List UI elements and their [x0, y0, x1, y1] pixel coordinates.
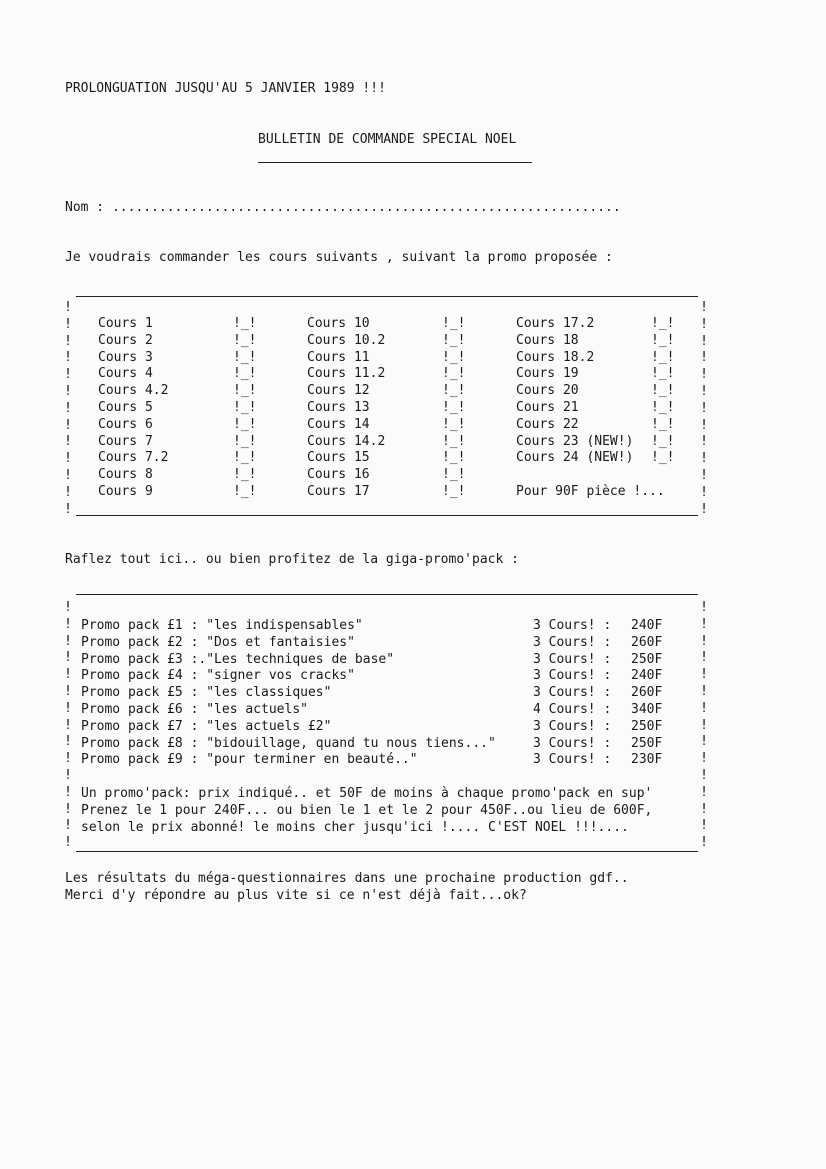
promo-pack-label: Promo pack £9 : "pour terminer en beauté..": [81, 752, 418, 768]
course-label: Cours 16: [307, 467, 370, 483]
promo-pack-count: 3 Cours! :: [533, 618, 612, 633]
course-price-note: Pour 90F pièce !...: [516, 484, 665, 499]
promo-pack-price: 240F: [631, 618, 663, 633]
course-label: Cours 1: [98, 316, 153, 331]
course-row: [516, 383, 691, 400]
promo-intro: Raflez tout ici.. ou bien profitez de la giga-promo'pack :: [65, 552, 519, 567]
promo-table-bottom-border: [76, 851, 698, 852]
promo-pack-label: Promo pack £6 : "les actuels": [81, 701, 308, 717]
promo-pack-label: Promo pack £1 : "les indispensables": [81, 618, 363, 633]
course-checkbox[interactable]: !_!: [651, 349, 675, 365]
course-label: Cours 2: [98, 332, 153, 348]
frame-bar: !: [64, 801, 72, 817]
promo-pack-row: [81, 736, 697, 753]
promo-pack-row: [81, 719, 697, 736]
course-column-3: [516, 316, 691, 467]
course-label: Cours 4.2: [98, 383, 169, 399]
promo-pack-row: [81, 635, 697, 652]
course-checkbox[interactable]: !_!: [233, 483, 257, 499]
frame-bar: !: [700, 768, 708, 783]
course-label: Cours 10.2: [307, 332, 386, 348]
course-checkbox[interactable]: !_!: [233, 316, 257, 331]
promo-pack-count: 3 Cours! :: [533, 752, 612, 768]
frame-bar: !: [64, 751, 72, 767]
course-label: Cours 24 (NEW!): [516, 450, 634, 466]
frame-bar: !: [64, 333, 72, 349]
frame-bar: !: [64, 717, 72, 733]
frame-bar: !: [700, 734, 708, 750]
course-checkbox[interactable]: !_!: [651, 399, 675, 415]
promo-pack-price: 340F: [631, 701, 663, 717]
frame-bar: !: [64, 700, 72, 716]
promo-pack-price: 230F: [631, 752, 663, 768]
promo-pack-label: Promo pack £5 : "les classiques": [81, 685, 332, 701]
course-row: [307, 450, 482, 467]
course-label: Cours 11.2: [307, 366, 386, 382]
course-row: [307, 434, 482, 451]
course-checkbox[interactable]: !_!: [442, 349, 466, 365]
course-row: [98, 350, 273, 367]
course-label: Cours 4: [98, 366, 153, 382]
course-row: [307, 400, 482, 417]
frame-bar: !: [64, 417, 72, 433]
course-label: Cours 17.2: [516, 316, 595, 331]
frame-bar: !: [700, 316, 708, 332]
course-checkbox[interactable]: !_!: [233, 349, 257, 365]
course-checkbox[interactable]: !_!: [442, 433, 466, 449]
course-checkbox[interactable]: !_!: [651, 433, 675, 449]
course-checkbox[interactable]: !_!: [651, 366, 675, 382]
frame-bar: !: [64, 616, 72, 632]
promo-pack-price: 260F: [631, 634, 663, 650]
frame-bar: !: [700, 616, 708, 632]
course-label: Cours 9: [98, 483, 153, 499]
course-row: [516, 366, 691, 383]
frame-bar: !: [700, 484, 708, 500]
course-row: [307, 417, 482, 434]
course-row: [98, 400, 273, 417]
course-row: [98, 434, 273, 451]
frame-bar: !: [64, 400, 72, 416]
course-label: Cours 15: [307, 450, 370, 466]
promo-pack-price: 250F: [631, 735, 663, 751]
course-checkbox[interactable]: !_!: [442, 399, 466, 415]
frame-bar: !: [64, 367, 72, 383]
frame-bar: !: [700, 451, 708, 467]
frame-bar: !: [700, 417, 708, 433]
promo-note-line: Prenez le 1 pour 240F... ou bien le 1 et le 2 pour 450F..ou lieu de 600F,: [81, 802, 653, 818]
course-row: [307, 316, 482, 333]
course-checkbox[interactable]: !_!: [442, 316, 466, 331]
course-checkbox[interactable]: !_!: [651, 450, 675, 466]
promo-pack-row: [81, 652, 697, 669]
promo-pack-count: 3 Cours! :: [533, 718, 612, 734]
course-checkbox[interactable]: !_!: [442, 383, 466, 399]
frame-bar: !: [64, 684, 72, 699]
course-label: Cours 3: [98, 349, 153, 365]
course-table-bottom-border: [76, 515, 698, 516]
course-label: Cours 17: [307, 483, 370, 499]
course-checkbox[interactable]: !_!: [651, 316, 675, 331]
course-row: [516, 434, 691, 451]
promo-pack-count: 3 Cours! :: [533, 668, 612, 684]
frame-bar: !: [700, 367, 708, 383]
course-row: [307, 366, 482, 383]
frame-bar: !: [700, 667, 708, 683]
promo-pack-label: Promo pack £3 :."Les techniques de base": [81, 651, 395, 667]
promo-pack-count: 3 Cours! :: [533, 685, 612, 701]
frame-bar: !: [700, 700, 708, 716]
course-checkbox[interactable]: !_!: [233, 433, 257, 449]
frame-bar: !: [700, 717, 708, 733]
page-title: BULLETIN DE COMMANDE SPECIAL NOEL: [258, 132, 517, 147]
promo-table-top-border: [76, 594, 698, 595]
course-row: [98, 383, 273, 400]
course-checkbox[interactable]: !_!: [233, 383, 257, 399]
course-row: [307, 484, 482, 501]
course-row: [307, 333, 482, 350]
frame-bar: !: [64, 501, 72, 517]
frame-bar: !: [64, 434, 72, 450]
promo-pack-row: [81, 618, 697, 635]
course-label: Cours 18.2: [516, 349, 595, 365]
course-column-1: [98, 316, 273, 501]
course-row: [98, 417, 273, 434]
course-checkbox[interactable]: !_!: [442, 450, 466, 466]
frame-bar: !: [700, 333, 708, 349]
frame-bar: !: [64, 633, 72, 649]
promo-notes: [81, 786, 701, 836]
course-checkbox[interactable]: !_!: [651, 416, 675, 432]
course-row: [98, 484, 273, 501]
course-row: [98, 333, 273, 350]
frame-bar: !: [700, 400, 708, 416]
frame-bar: !: [700, 684, 708, 699]
course-row: [516, 417, 691, 434]
promo-pack-price: 250F: [631, 651, 663, 667]
promo-pack-row: [81, 752, 697, 769]
course-label: Cours 20: [516, 383, 579, 399]
frame-bar: !: [64, 316, 72, 332]
frame-bar: !: [700, 784, 708, 800]
frame-bar: !: [64, 468, 72, 483]
course-label: Cours 10: [307, 316, 370, 331]
frame-bar: !: [700, 801, 708, 817]
promo-pack-row: [81, 702, 697, 719]
frame-bar: !: [64, 600, 72, 615]
promo-pack-row: [81, 668, 697, 685]
frame-bar: !: [64, 451, 72, 467]
promo-note-line: Un promo'pack: prix indiqué.. et 50F de moins à chaque promo'pack en sup': [81, 786, 653, 801]
frame-bar: !: [64, 768, 72, 783]
name-field[interactable]: Nom : .................................................................: [65, 200, 621, 215]
course-row: [516, 400, 691, 417]
course-row: [307, 467, 482, 484]
course-label: Cours 23 (NEW!): [516, 433, 634, 449]
course-row: [516, 450, 691, 467]
frame-bar: !: [700, 384, 708, 399]
frame-bar: !: [700, 300, 708, 315]
course-label: Cours 6: [98, 416, 153, 432]
frame-bar: !: [64, 300, 72, 315]
course-label: Cours 14.2: [307, 433, 386, 449]
promo-pack-list: [81, 618, 697, 769]
promo-pack-price: 250F: [631, 718, 663, 734]
frame-bar: !: [64, 384, 72, 399]
promo-pack-row: [81, 685, 697, 702]
promo-pack-count: 3 Cours! :: [533, 634, 612, 650]
frame-bar: !: [64, 784, 72, 800]
promo-note-line: selon le prix abonné! le moins cher jusqu'ici !.... C'EST NOEL !!!....: [81, 819, 629, 835]
course-checkbox[interactable]: !_!: [651, 332, 675, 348]
promo-pack-label: Promo pack £7 : "les actuels £2": [81, 718, 332, 734]
promo-pack-price: 240F: [631, 668, 663, 684]
frame-bar: !: [700, 633, 708, 649]
course-row: [307, 350, 482, 367]
promo-pack-price: 260F: [631, 685, 663, 701]
course-column-2: [307, 316, 482, 501]
course-checkbox[interactable]: !_!: [233, 467, 257, 483]
course-row: [307, 383, 482, 400]
course-row: [516, 316, 691, 333]
course-row: [98, 467, 273, 484]
frame-bar: !: [700, 434, 708, 450]
course-label: Cours 22: [516, 416, 579, 432]
course-checkbox[interactable]: !_!: [442, 483, 466, 499]
course-checkbox[interactable]: !_!: [651, 383, 675, 399]
course-label: Cours 21: [516, 399, 579, 415]
course-label: Cours 18: [516, 332, 579, 348]
course-checkbox[interactable]: !_!: [442, 416, 466, 432]
course-label: Cours 12: [307, 383, 370, 399]
course-row: [516, 333, 691, 350]
promo-pack-label: Promo pack £2 : "Dos et fantaisies": [81, 634, 355, 650]
course-label: Cours 7.2: [98, 450, 169, 466]
course-checkbox[interactable]: !_!: [233, 399, 257, 415]
frame-bar: !: [700, 350, 708, 366]
frame-bar: !: [64, 667, 72, 683]
frame-bar: !: [700, 600, 708, 615]
frame-bar: !: [64, 734, 72, 750]
promo-pack-label: Promo pack £8 : "bidouillage, quand tu nous tiens...": [81, 735, 496, 751]
order-intro: Je voudrais commander les cours suivants , suivant la promo proposée :: [65, 250, 613, 265]
promo-pack-count: 3 Cours! :: [533, 651, 612, 667]
frame-bar: !: [64, 484, 72, 500]
frame-bar: !: [700, 468, 708, 483]
title-underline: [258, 162, 532, 163]
frame-bar: !: [64, 818, 72, 834]
prolongation-notice: PROLONGUATION JUSQU'AU 5 JANVIER 1989 !!!: [65, 81, 386, 96]
course-checkbox[interactable]: !_!: [442, 366, 466, 382]
course-label: Cours 13: [307, 399, 370, 415]
course-label: Cours 5: [98, 399, 153, 415]
course-label: Cours 11: [307, 349, 370, 365]
frame-bar: !: [700, 751, 708, 767]
course-checkbox[interactable]: !_!: [233, 450, 257, 466]
promo-pack-label: Promo pack £4 : "signer vos cracks": [81, 668, 355, 684]
frame-bar: !: [64, 650, 72, 666]
course-checkbox[interactable]: !_!: [233, 366, 257, 382]
course-checkbox[interactable]: !_!: [233, 416, 257, 432]
course-label: Cours 7: [98, 433, 153, 449]
course-checkbox[interactable]: !_!: [233, 332, 257, 348]
course-checkbox[interactable]: !_!: [442, 332, 466, 348]
footer-results: Les résultats du méga-questionnaires dans une prochaine production gdf..: [65, 871, 629, 886]
frame-bar: !: [64, 835, 72, 851]
course-row: [98, 316, 273, 333]
frame-bar: !: [700, 650, 708, 666]
course-table-top-border: [76, 296, 698, 297]
course-label: Cours 19: [516, 366, 579, 382]
frame-bar: !: [700, 818, 708, 834]
frame-bar: !: [700, 501, 708, 517]
promo-pack-count: 3 Cours! :: [533, 735, 612, 751]
frame-bar: !: [64, 350, 72, 366]
course-label: Cours 8: [98, 467, 153, 483]
course-row: [98, 450, 273, 467]
promo-pack-count: 4 Cours! :: [533, 701, 612, 717]
course-row: [98, 366, 273, 383]
frame-bar: !: [700, 835, 708, 851]
course-row: [516, 350, 691, 367]
footer-reminder: Merci d'y répondre au plus vite si ce n'est déjà fait...ok?: [65, 888, 527, 903]
course-label: Cours 14: [307, 416, 370, 432]
course-checkbox[interactable]: !_!: [442, 467, 466, 483]
